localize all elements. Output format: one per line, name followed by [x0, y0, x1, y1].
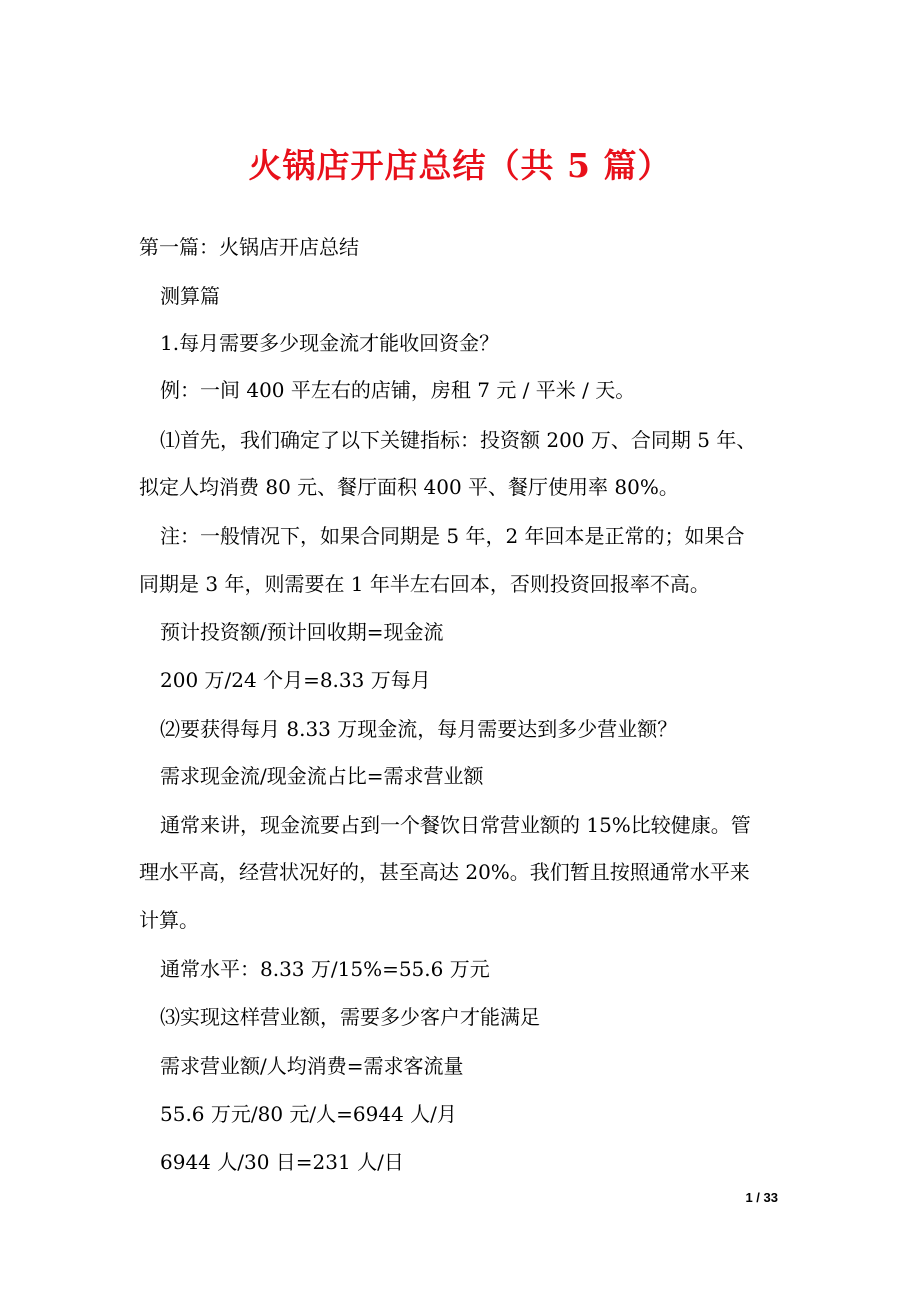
page-number: 1 / 33	[745, 1190, 778, 1205]
formula-line: 需求营业额/人均消费=需求客流量	[160, 1054, 464, 1078]
subsection-heading: 测算篇	[160, 284, 220, 308]
paragraph-line: 例：一间 400 平左右的店铺，房租 7 元 / 平米 / 天。	[160, 378, 636, 402]
formula-line: 通常水平：8.33 万/15%=55.6 万元	[160, 957, 490, 981]
paragraph-line: ⑶实现这样营业额，需要多少客户才能满足	[160, 1005, 540, 1029]
paragraph-line: 理水平高，经营状况好的，甚至高达 20%。我们暂且按照通常水平来	[139, 860, 750, 884]
formula-line: 55.6 万元/80 元/人=6944 人/月	[160, 1102, 457, 1126]
section-heading: 第一篇：火锅店开店总结	[139, 235, 359, 259]
paragraph-line: 计算。	[139, 908, 199, 932]
paragraph-line: ⑵要获得每月 8.33 万现金流，每月需要达到多少营业额？	[160, 717, 678, 741]
paragraph-line: 通常来讲，现金流要占到一个餐饮日常营业额的 15%比较健康。管	[160, 813, 751, 837]
paragraph-line: ⑴首先，我们确定了以下关键指标：投资额 200 万、合同期 5 年、	[160, 428, 757, 452]
formula-line: 需求现金流/现金流占比=需求营业额	[160, 764, 484, 788]
paragraph-line: 同期是 3 年，则需要在 1 年半左右回本，否则投资回报率不高。	[139, 572, 710, 596]
paragraph-line: 1.每月需要多少现金流才能收回资金？	[160, 331, 500, 355]
formula-line: 预计投资额/预计回收期=现金流	[160, 620, 444, 644]
paragraph-line: 拟定人均消费 80 元、餐厅面积 400 平、餐厅使用率 80%。	[139, 475, 679, 499]
paragraph-line: 注：一般情况下，如果合同期是 5 年，2 年回本是正常的；如果合	[160, 524, 745, 548]
formula-line: 6944 人/30 日=231 人/日	[160, 1150, 404, 1174]
formula-line: 200 万/24 个月=8.33 万每月	[160, 668, 431, 692]
document-title: 火锅店开店总结（共 5 篇）	[248, 146, 672, 185]
